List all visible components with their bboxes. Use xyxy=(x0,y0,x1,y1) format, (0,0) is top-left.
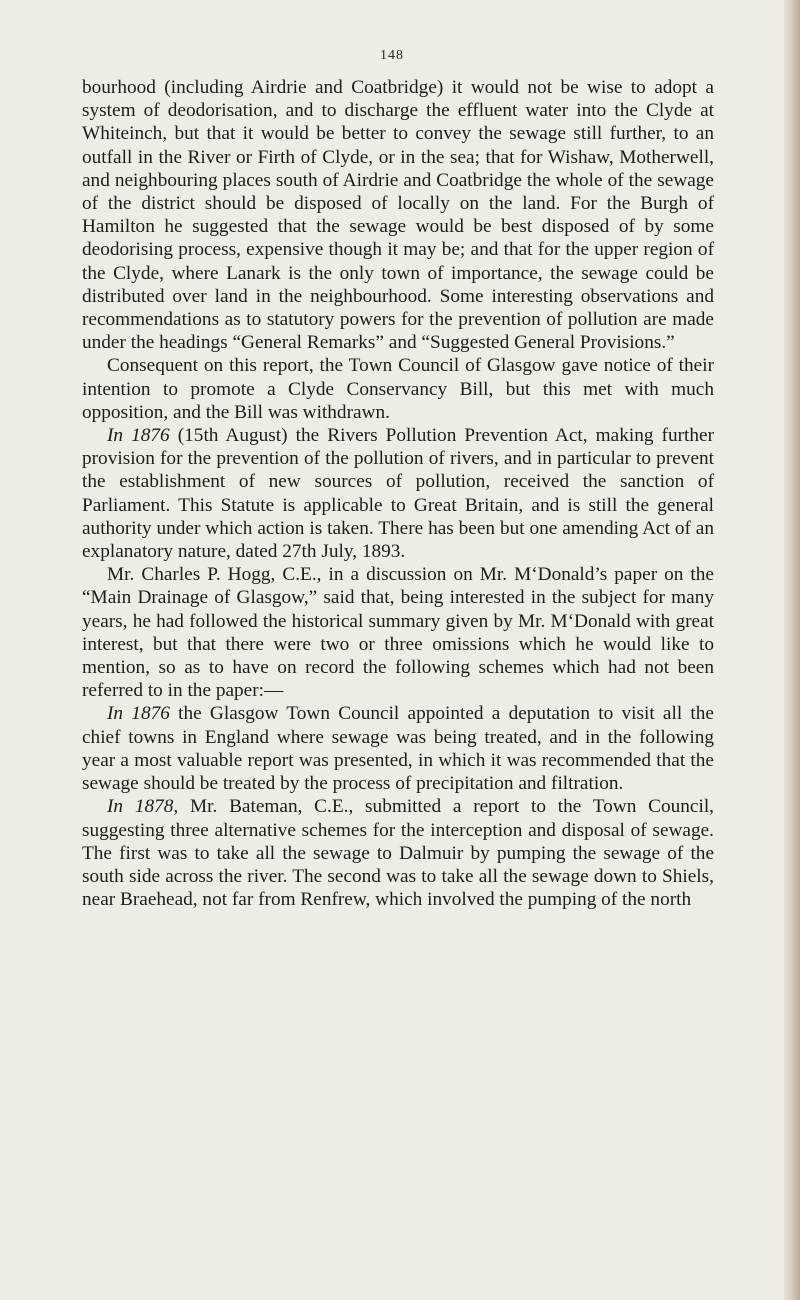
page-edge-shadow xyxy=(784,0,800,1300)
paragraph-continuation: bourhood (including Airdrie and Coatbridge) it would not be wise to adopt a system of deodorisation, and to discharge the effluent water into the Clyde at Whiteinch, but that it would be better to convey the sewage still further, to an outfall in the River or Firth of Clyde, or in the sea; that for Wishaw, Motherwell, and neighbouring places south of Airdrie and Coatbridge the whole of the sewage of the district should be disposed of locally on the land. For the Burgh of Hamilton he suggested that the sewage would be best disposed of by some deodorising process, expensive though it may be; and that for the upper region of the Clyde, where Lanark is the only town of importance, the sewage could be distributed over land in the neighbourhood. Some interesting observations and recommendations as to statutory powers for the prevention of pollution are made under the headings “General Remarks” and “Suggested General Provisions.” xyxy=(82,77,714,354)
year-lead: In 1876 xyxy=(107,703,170,725)
paragraph-body: Mr. Bateman, C.E., submitted a report to the Town Council, suggesting three alternative schemes for the interception and disposal of sewage. The first was to take all the sewage to Dalmuir by pumping the sewage of the south side across the river. The second was to take all the sewage down to Shiels, near Braehead, not far from Renfrew, which involved the pumping of the north xyxy=(82,796,715,911)
paragraph-bateman-1878 xyxy=(82,795,714,911)
year-lead: In 1876 xyxy=(107,425,170,447)
paragraph-clyde-conservancy-bill: Consequent on this report, the Town Council of Glasgow gave notice of their intention to promote a Clyde Conservancy Bill, but this met with much opposition, and the Bill was withdrawn. xyxy=(82,355,714,423)
paragraph-deputation-1876 xyxy=(82,702,714,795)
year-lead: In 1878, xyxy=(107,796,179,818)
paragraph-rivers-pollution-act xyxy=(82,424,714,563)
paragraph-body: (15th August) the Rivers Pollution Prevention Act, making further provision for the prevention of the pollution of rivers, and in particular to prevent the establishment of new sources of pollution, received the sanction of Parliament. This Statute is applicable to Great Britain, and is still the general authority under which action is taken. There has been but one amending Act of an explanatory nature, dated 27th July, 1893. xyxy=(82,425,714,563)
body-text xyxy=(82,76,714,911)
paragraph-body: the Glasgow Town Council appointed a deputation to visit all the chief towns in England where sewage was being treated, and in the following year a most valuable report was presented, in which it was recommended that the sewage should be treated by the process of precipitation and filtration. xyxy=(82,703,714,795)
paragraph-hogg-discussion: Mr. Charles P. Hogg, C.E., in a discussion on Mr. M‘Donald’s paper on the “Main Drainage of Glasgow,” said that, being interested in the subject for many years, he had followed the historical summary given by Mr. M‘Donald with great interest, but that there were two or three omissions which he would like to mention, so as to have on record the following schemes which had not been referred to in the paper:— xyxy=(82,564,714,702)
page-number: 148 xyxy=(380,48,404,63)
